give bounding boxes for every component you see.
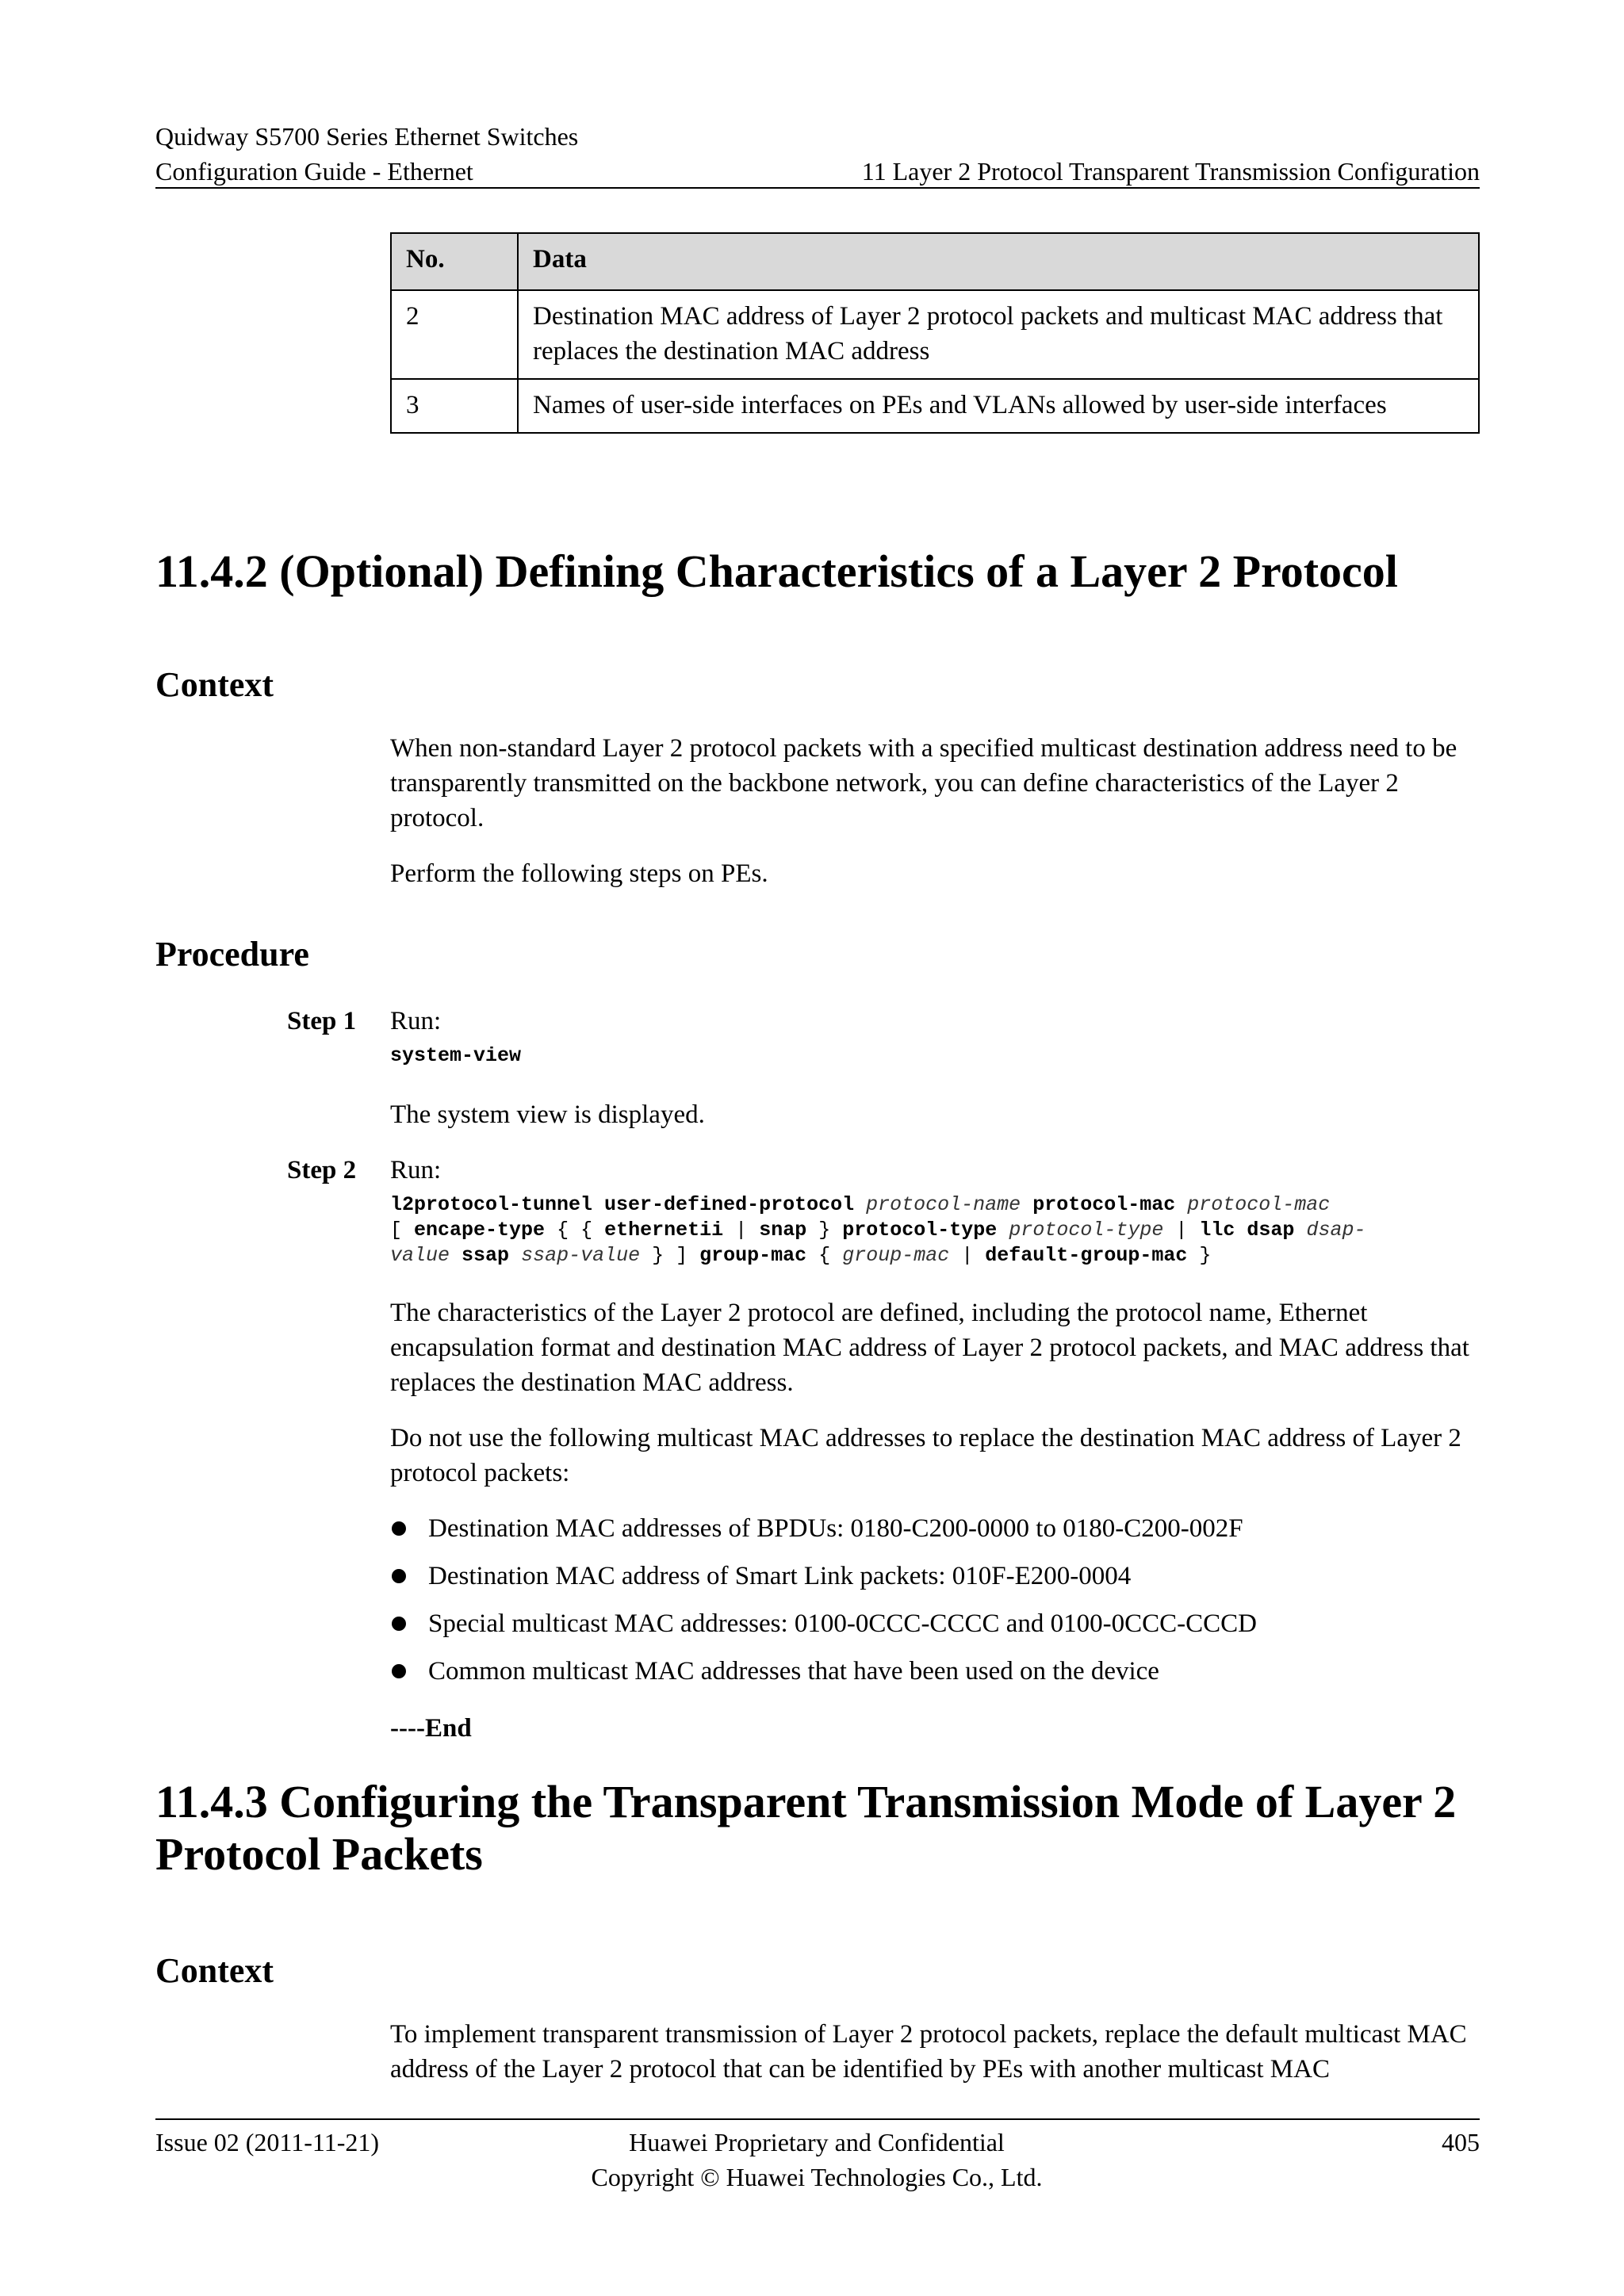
cmd-argument: protocol-mac — [1187, 1193, 1331, 1216]
cmd-symbol: | — [961, 1244, 974, 1267]
footer-copyright: Copyright © Huawei Technologies Co., Ltd. — [591, 2163, 1043, 2191]
footer-rule — [155, 2118, 1480, 2120]
cmd-keyword: ethernetii — [604, 1219, 724, 1242]
list-item — [390, 1654, 1481, 1701]
bullet-icon — [392, 1569, 406, 1583]
table-header-data: Data — [518, 233, 1479, 290]
cmd-argument: group-mac — [842, 1244, 950, 1267]
page-number: 405 — [1442, 2128, 1480, 2156]
section-title-11-4-3 — [155, 1776, 1488, 1881]
command-line-3 — [390, 1243, 1500, 1269]
cmd-argument: dsap- — [1306, 1219, 1366, 1242]
cmd-symbol: | — [1175, 1219, 1188, 1242]
step-2-label: Step 2 — [287, 1156, 357, 1184]
section-title-line-1: 11.4.3 Configuring the Transparent Transmission Mode of Layer 2 — [155, 1776, 1457, 1827]
header-left — [155, 119, 578, 189]
cmd-argument: ssap-value — [521, 1244, 641, 1267]
step-1-command — [390, 1043, 1500, 1069]
cmd-keyword: ssap — [462, 1244, 510, 1267]
table-cell-data: Names of user-side interfaces on PEs and VLANs allowed by user-side interfaces — [518, 379, 1479, 433]
cmd-argument: protocol-type — [1009, 1219, 1164, 1242]
list-item-text: Special multicast MAC addresses: 0100-0CCC-CCCC and 0100-0CCC-CCCD — [428, 1609, 1257, 1638]
cmd-keyword: default-group-mac — [985, 1244, 1188, 1267]
list-item — [390, 1606, 1481, 1654]
list-item — [390, 1511, 1481, 1559]
step-1-label: Step 1 — [287, 1007, 357, 1035]
cmd-symbol: } ] — [652, 1244, 688, 1267]
cmd-keyword: l2protocol-tunnel user-defined-protocol — [390, 1193, 855, 1216]
bullet-icon — [392, 1664, 406, 1678]
table-row — [391, 290, 1479, 379]
table-header-no: No. — [391, 233, 518, 290]
command-line-2 — [390, 1218, 1500, 1243]
context-paragraph-3: To implement transparent transmission of Layer 2 protocol packets, replace the default multicast MAC address of the Layer 2 protocol that can be identified by PEs with another multicast MAC — [390, 2020, 1467, 2084]
table-row — [391, 379, 1479, 433]
table-cell-data: Destination MAC address of Layer 2 protocol packets and multicast MAC address that replaces the destination MAC address — [518, 290, 1479, 379]
cmd-keyword: protocol-mac — [1032, 1193, 1176, 1216]
context-paragraph-2: Perform the following steps on PEs. — [390, 859, 768, 888]
footer-center — [508, 2125, 1126, 2195]
cmd-symbol: } — [1199, 1244, 1212, 1267]
cmd-keyword: protocol-type — [842, 1219, 998, 1242]
cmd-symbol: | — [735, 1219, 748, 1242]
cmd-symbol: } — [818, 1219, 831, 1242]
footer-confidential: Huawei Proprietary and Confidential — [629, 2128, 1005, 2156]
header-product: Quidway S5700 Series Ethernet Switches — [155, 122, 579, 151]
step-2-run: Run: — [390, 1156, 442, 1184]
step-2-description: The characteristics of the Layer 2 protocol are defined, including the protocol name, Ethernet encapsulation format and destination MAC address of Layer 2 protocol packets, and MAC address that replaces the destination MAC address. — [390, 1299, 1469, 1397]
data-table — [390, 232, 1480, 434]
step-1-description: The system view is displayed. — [390, 1100, 705, 1129]
header-guide: Configuration Guide - Ethernet — [155, 157, 473, 186]
table-header-row — [391, 233, 1479, 290]
command-line-1 — [390, 1192, 1500, 1218]
step-1-run: Run: — [390, 1007, 442, 1035]
table-cell-no: 2 — [391, 290, 518, 379]
cmd-symbol: [ — [390, 1219, 403, 1242]
bullet-icon — [392, 1617, 406, 1631]
cmd-keyword: encape-type — [414, 1219, 546, 1242]
bullet-icon — [392, 1521, 406, 1536]
section-title-line-2: Protocol Packets — [155, 1828, 483, 1880]
list-item — [390, 1559, 1481, 1606]
procedure-heading: Procedure — [155, 935, 309, 974]
header-chapter: 11 Layer 2 Protocol Transparent Transmission Configuration — [861, 157, 1480, 186]
list-item-text: Destination MAC addresses of BPDUs: 0180-C200-0000 to 0180-C200-002F — [428, 1514, 1243, 1543]
cmd-argument: protocol-name — [866, 1193, 1021, 1216]
context-heading-2: Context — [155, 1951, 274, 1990]
list-item-text: Common multicast MAC addresses that have been used on the device — [428, 1657, 1159, 1686]
header-rule — [155, 187, 1480, 189]
section-title-11-4-2: 11.4.2 (Optional) Defining Characteristics of a Layer 2 Protocol — [155, 545, 1398, 597]
context-heading: Context — [155, 665, 274, 704]
cmd-keyword: snap — [759, 1219, 807, 1242]
mac-address-list — [390, 1511, 1481, 1701]
list-item-text: Destination MAC address of Smart Link packets: 010F-E200-0004 — [428, 1562, 1132, 1590]
step-2-command — [390, 1192, 1500, 1269]
end-marker: ----End — [390, 1714, 472, 1743]
table-cell-no: 3 — [391, 379, 518, 433]
cmd-keyword: llc dsap — [1199, 1219, 1295, 1242]
cmd-argument: value — [390, 1244, 450, 1267]
footer-issue: Issue 02 (2011-11-21) — [155, 2128, 380, 2156]
command-keyword: system-view — [390, 1044, 522, 1067]
step-2-warning: Do not use the following multicast MAC addresses to replace the destination MAC address of Layer 2 protocol packets: — [390, 1424, 1461, 1487]
cmd-symbol: { { — [557, 1219, 593, 1242]
cmd-keyword: group-mac — [699, 1244, 807, 1267]
context-paragraph: When non-standard Layer 2 protocol packets with a specified multicast destination address need to be transparently transmitted on the backbone network, you can define characteristics of the Layer 2 protocol. — [390, 734, 1457, 832]
cmd-symbol: { — [818, 1244, 831, 1267]
